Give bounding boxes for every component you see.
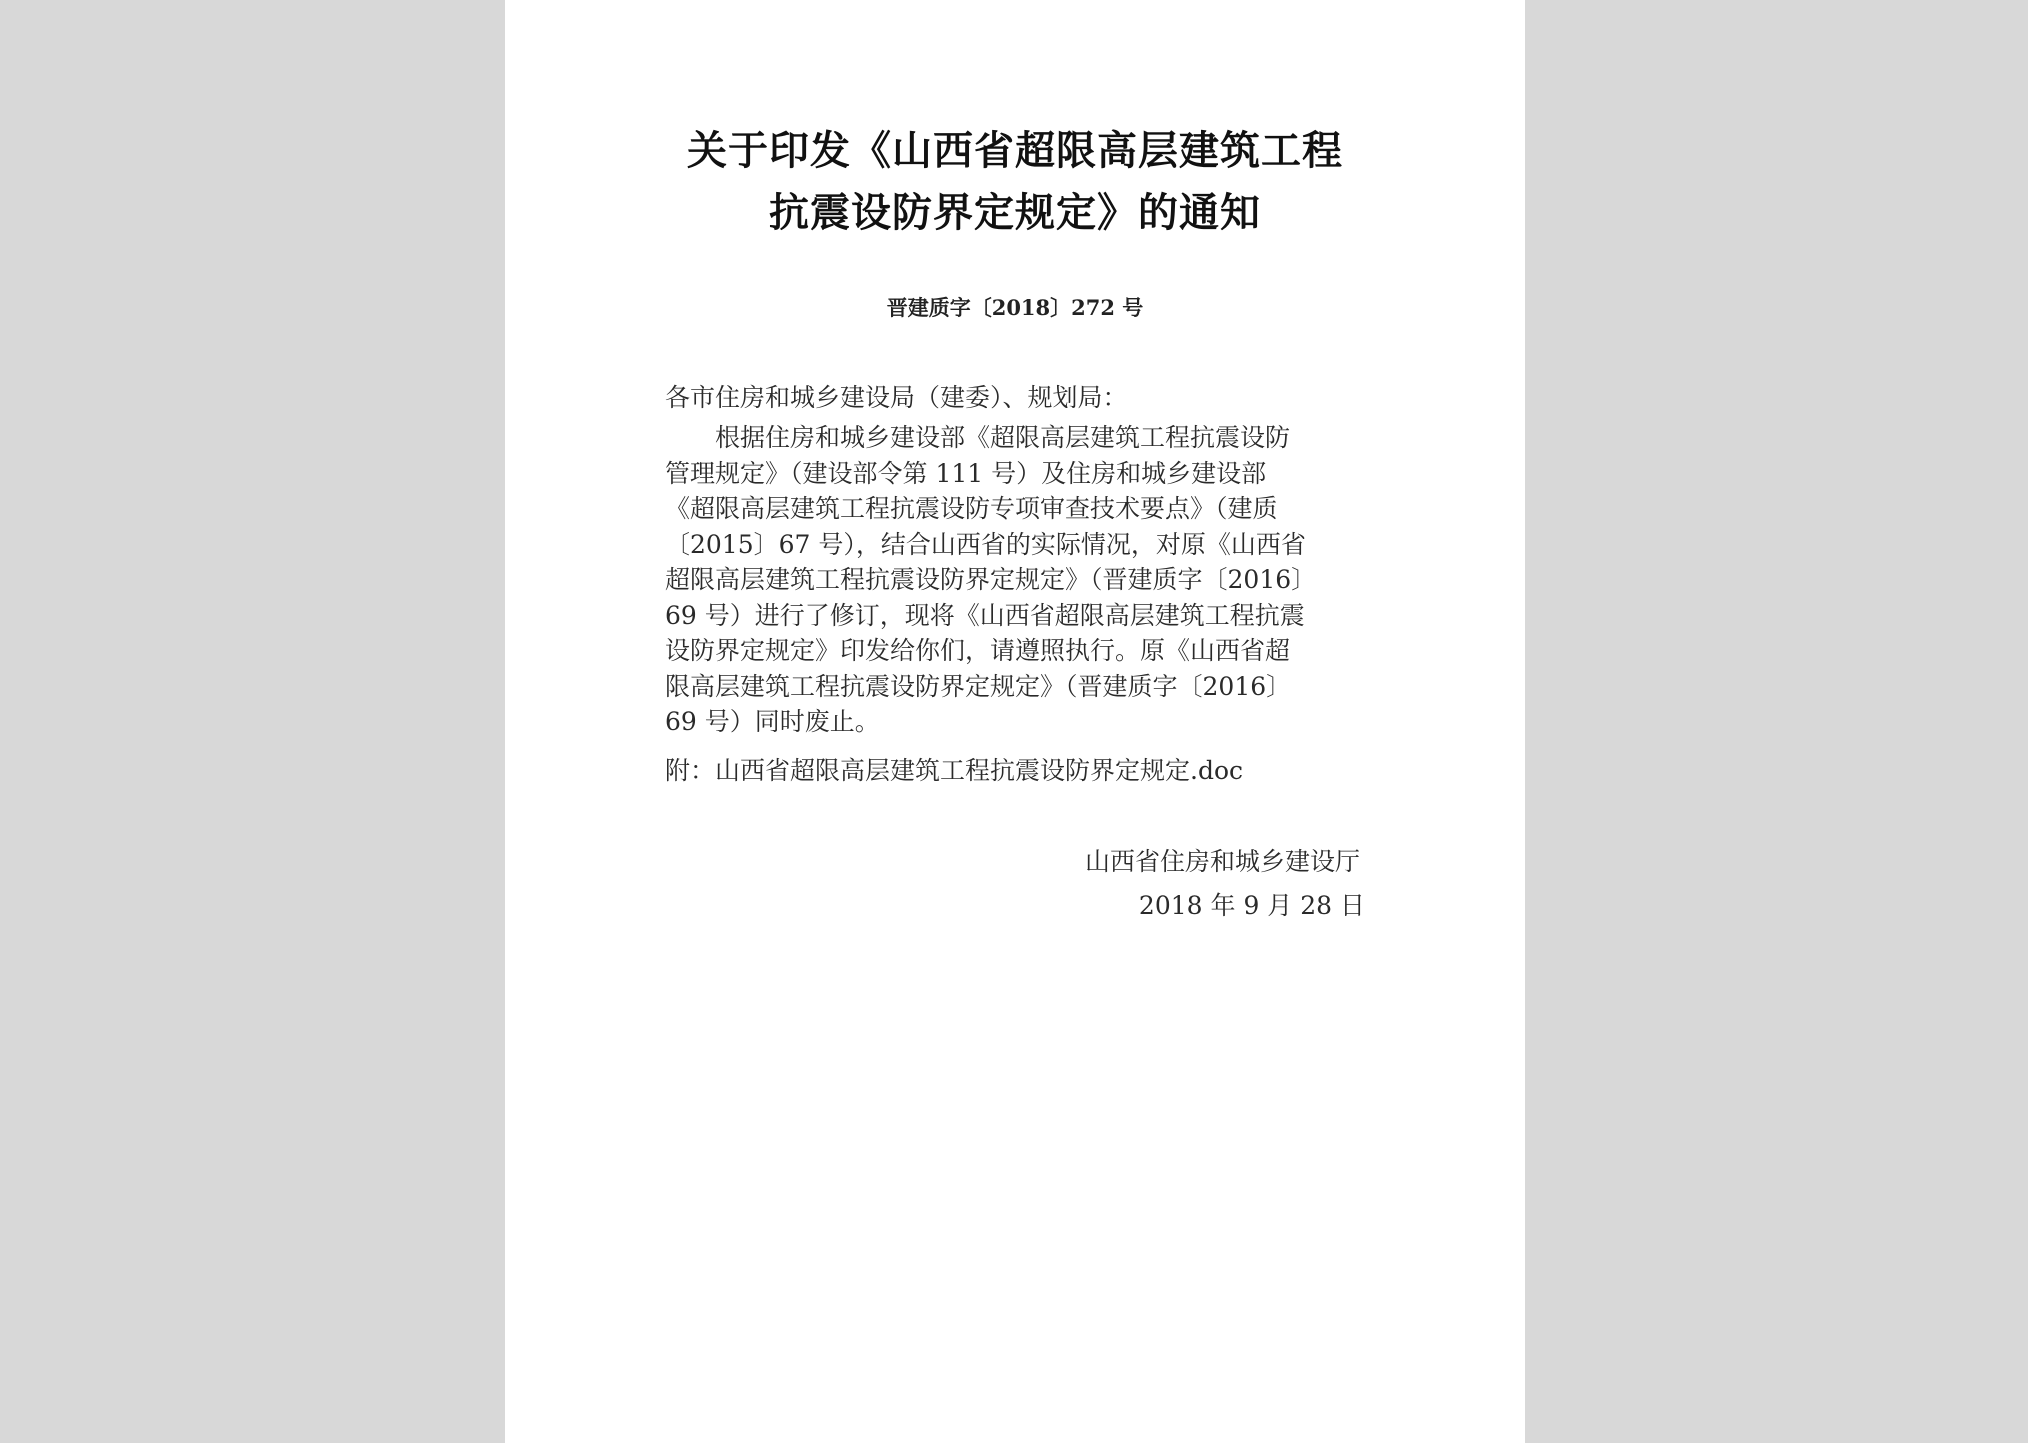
title-line-1: 关于印发《山西省超限高层建筑工程 [687,127,1343,174]
body-line: 根据住房和城乡建设部《超限高层建筑工程抗震设防 [715,423,1291,452]
body-paragraph [665,420,1365,740]
attachment-line: 附：山西省超限高层建筑工程抗震设防界定规定.doc [665,756,1244,785]
recipient-line: 各市住房和城乡建设局（建委）、规划局： [665,383,1128,412]
issuer-signature: 山西省住房和城乡建设厅 [1084,847,1360,876]
body-line: 超限高层建筑工程抗震设防界定规定》（晋建质字〔2016〕 [665,565,1317,594]
body-line: 限高层建筑工程抗震设防界定规定》（晋建质字〔2016〕 [665,671,1292,701]
document-title [505,120,1525,244]
document-page [505,0,1525,1443]
issue-date: 2018 年 9 月 28 日 [1138,891,1365,920]
title-line-2: 抗震设防界定规定》的通知 [769,189,1261,236]
body-line: 69 号）同时废止。 [665,707,880,736]
body-line: 69 号）进行了修订，现将《山西省超限高层建筑工程抗震 [665,600,1305,630]
document-number: 晋建质字〔2018〕272 号 [886,295,1144,320]
body-line: 管理规定》（建设部令第 111 号）及住房和城乡建设部 [665,458,1267,488]
body-line: 〔2015〕67 号），结合山西省的实际情况，对原《山西省 [665,529,1306,559]
body-line: 设防界定规定》印发给你们，请遵照执行。原《山西省超 [665,636,1291,665]
body-line: 《超限高层建筑工程抗震设防专项审查技术要点》（建质 [665,494,1278,523]
